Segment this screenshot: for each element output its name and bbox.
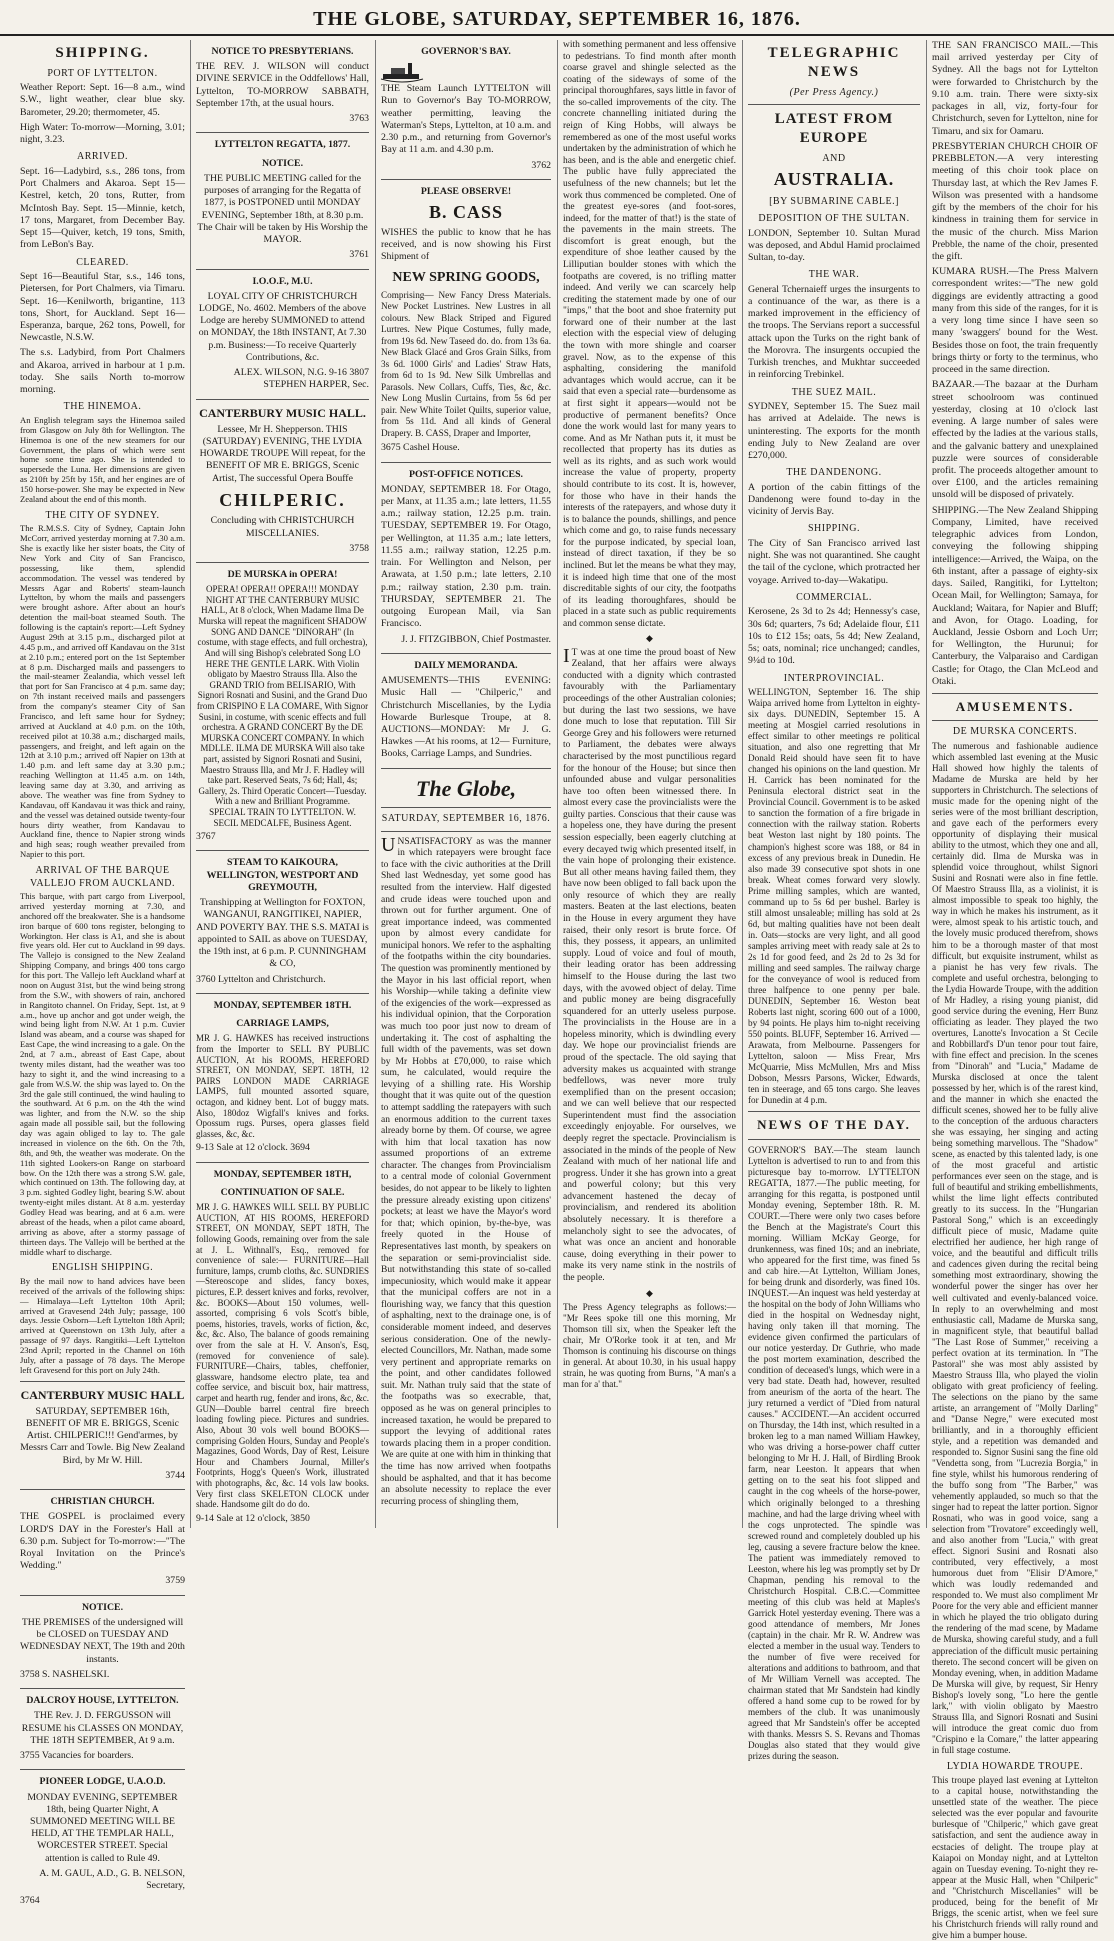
chilperic-title: CHILPERIC. [219, 489, 346, 510]
governors-bay-ad [381, 46, 551, 180]
port-heading: PORT OF LYTTELTON. [47, 67, 158, 79]
column-3 [381, 40, 551, 1528]
dalcroy-heading: DALCROY HOUSE, LYTTELTON. [26, 1695, 179, 1707]
sydney-text: The R.M.S.S. City of Sydney, Captain John McCorr, arrived yesterday morning at 7.30 a.m. She is exactly like her sister boats, the City of New York and City of San Francisco, possessing, like them, splendid accommodation. The vessel was tendered by Messrs Agar and Roberts' steam-launch Lyttelton, by whom the mails and passengers were brought ashore. After about an hour's detention the mail-boat steamed South. The following is the captain's report:—Left Sydney August 29th at 3.15 p.m., discharged pilot at 4.45 p.m., and arrived off Kandavau on the 31st at 2.10 p.m.; entered port on the 1st September at 8 p.m. Discharged mails and passengers to the mail-steamer Zealandia, which vessel left that port for San Francisco at 4 p.m. same day; on 7th instant received mails and passengers from the company's steamer City of San Francisco, and left same hour for Sydney; arrived at Auckland at 4.0 p.m. on the 10th, received pilot at 10.38 a.m.; discharged mails, passengers, and freight, and left again on the 12th at 3.10 p.m.; arrived off Napier on 13th at 1.40 p.m. and left same day at 3.30 p.m.; reaching Wellington at 11.45 a.m. on 14th, leaving same day at 3.30, and arriving as above. The weather was fine from Sydney to Kandavau, off Kandavau it was thick and rainy, and the vessel was detained outside twenty-four hours dirty weather, from Kandavau to Auckland fine, thence to Napier strong winds and high seas; rough weather prevailed from Napier to this port. [20, 523, 185, 860]
de-murska-concerts-text: The numerous and fashionable audience which assembled last evening at the Music Hall showed how highly the talents of Madame de Murska are held by her supporters in Christchurch. The selections of music made for the opening night of the series were of the most brilliant description, and gave each of the performers every opportunity of displaying their musical ability to the utmost, which they one and all, certainly did. Ilma de Murska was in splendid voice throughout, whilst Signori Susini and Rosnati were also in fine fettle. Of Maestro Strauss Illa, as a violinist, it is almost impossible to speak too highly, the way in which he makes his instrument, as it were, almost speak to his artistic touch, and the lovely music produced therefrom, shows him to be a thorough master of that most difficult, but exquisite instrument, whilst as a pianist he has very few rivals. The complete and useful orchestra, belonging to the Lydia Howarde Troupe, with the addition of Mr Hadley, a rising young pianist, did good service during the evening, Herr Bunz officiating as leader. They played the two overtures, Lanotte's Invocation a St Cecile and Robbillard's D'un tenor pour tout faire, with fine effect and precision. In the scenes from "Dinorah" and "Lucia," Madame de Murska disclosed at once the talent possessed by her, which is of the rarest kind, and the manner in which she enacted the difficult scenes, showed her to be fully alive to the conception of the arduous characters she was essaying, her singing and acting being something marvellous. The "Shadow" scene, as enacted by this talented lady, is one of the most graceful and artistic performances ever seen on the stage, and is full of beautiful and striking embellishments, whilst the lime light effects contributed greatly to its success. In the "Hungarian Pastoral Song," which is an exceedingly difficult piece of music, Madame quite electrified her audience, her high range of voice, and the beautiful and difficult trills and cadences given during the recital being something most extraordinary, showing the wonderful power the singer has over her well cultivated and evenly-balanced voice. In reply to an overwhelming and most enthusiastic call, Madame de Murska sang, in magnificent style, that beautiful ballad "The Last Rose of Summer," receiving a perfect ovation at its termination. In "The Pastoral" she was most ably assisted by Maestro Strauss Illa, who played the violin obligato with great proficiency of feeling. The selections on the piano by the same artiste, an arrangement of "Molly Darling" and "Danse Negre," were executed most brilliantly, and in a thoroughly efficient style, and a repetition was demanded and responded to. Signor Susini sang the fine old "Vendetta song, from "Lucrezia Borgia," in fine style, whilst his humorous rendering of the buffo song from "The Barber," was vehemently applauded, so much so that the singer had to repeat the latter portion. Signor Rosnati, who was in good voice, sang a selection from "Trovatore" exceedingly well, and also another from "Lucia," with great effect. Signori Susini and Rosnati also contributed, very effectively, a most humorous duet from "Elisir D'Amore," which was loudly redemanded and responded to. We must also compliment Mr Poore for the very able and efficient manner in which he played the trio obligato during the rendering of the mad scene, by Madame de Murska, showing careful study, and a full appreciation of the difficult music pertaining thereto. The second concert will be given on Monday evening, when, in addition Madame De Murska will give, by request, Sir Henry Bishop's lovely song, "Lo here the gentle lark," with violin obligato by Maestro Strauss Illa, and Signori Rosnati and Susini will introduce the great comic duo from "Crispino e la Comare," the latter appearing in full stage costume. [932, 740, 1098, 1755]
carriage-lamps-heading: CARRIAGE LAMPS, [236, 1018, 329, 1030]
de-murska-body: OPERA! OPERA!! OPERA!!! MONDAY NIGHT AT THE CANTERBURY MUSIC HALL, At 8 o'clock, When Madame Ilma De Murska will repeat the magnificent SHADOW SONG AND DANCE "DINORAH" (In costume, with stage effects, and full orchestra), And will sing Bishop's celebrated Song LO HERE THE GENTLE LARK. With Violin obligato by Maestro Strauss Illa. Also the GRAND TRIO from BELISARIO, With Signori Rosnati and Susini, and the Grand Duo from CRISPINO E LA COMARE, With Signor Susini, in costume, with scenic effects and full orchestra. A GRAND CONCERT By the DE MURSKA CONCERT COMPANY. In which MDLLE. ILMA DE MURSKA Will also take part, assisted by Signori Rosnati and Susini, Maestro Strauss Illa, and Mr J. F. Hadley will take part. Reserved Seats, 7s 6d; Hall, 4s; Gallery, 2s. Third Operatic Concert—Tuesday. With a new and Brilliant Programme. SPECIAL TRAIN TO LYTTELTON. W. SECIL MEDCALFE, Business Agent. [196, 584, 369, 828]
music-hall-body: Lessee, Mr H. Shepperson. THIS (SATURDAY) EVENING, THE LYDIA HOWARDE TROUPE Will repeat, for the BENEFIT OF MR E. BRIGGS, Scenic Artist, The successful Opera Bouffe [199, 423, 366, 484]
governors-bay-heading: GOVERNOR'S BAY. [421, 46, 511, 57]
music-hall-benefit-ad [196, 406, 369, 563]
sultan-text: LONDON, September 10. Sultan Murad was deposed, and Abdul Hamid proclaimed Sultan, to-day. [748, 227, 920, 263]
column-rule [557, 40, 558, 1528]
cable-label: [BY SUBMARINE CABLE.] [769, 195, 899, 207]
hinemoa-heading: THE HINEMOA. [63, 401, 142, 413]
notice-heading: NOTICE. [81, 1601, 124, 1613]
column-rule [375, 40, 376, 1528]
regatta-body: THE PUBLIC MEETING called for the purposes of arranging for the Regatta of 1877, is POSTPONED until MONDAY EVENING, September 18th, at 8.30 p.m. The Chair will be taken by His Worship the MAYOR. [197, 172, 368, 246]
column-6 [932, 40, 1098, 1940]
ad-number: 3761 [349, 249, 369, 261]
divider [932, 720, 1098, 721]
de-murska-heading: DE MURSKA in OPERA! [227, 569, 338, 580]
de-murska-concerts-heading: DE MURSKA CONCERTS. [952, 726, 1078, 738]
vallejo-heading: ARRIVAL OF THE BARQUE VALLEJO FROM AUCKLAND. [30, 865, 175, 889]
commercial-text: Kerosene, 2s 3d to 2s 4d; Hennessy's case, 30s 6d; quarters, 7s 6d; Adelaide flour, £11 10s to £12 15s; oats, 5s 4d; New Zealand, 5s; oats, nominal; rice unchanged; candles, 9¼d to 10d. [748, 606, 920, 667]
interprovincial-text: WELLINGTON, September 16. The ship Waipa arrived home from Lyttelton in eighty-six days. DUNEDIN, September 15. A meeting at Mosgiel carried resolutions in effect similar to other meetings re political situation, and also one regretting that Mr Donald Reid should have seen fit to have changed his opinions on the land question. Mr H. Carrick has been nominated for the Peninsula electoral district seat in the Provincial Council. Government is to be asked to sanction the formation of a fire brigade in connection with the railway station. Roberts beat Weston last night by 180 points. The champion's highest score was 188, or 84 in excess of any previous break in Dunedin. He also made 39 consecutive spot shots in one break. Wheat comes forward very slowly. Prime milling samples, which are wanted, command up to 5s 6d per bushel. Barley is still almost unsaleable; milling has sold at 2s 6d, but malting qualities have not been dealt in. Oats—stocks are very light, and all good samples arriving meet with ready sale at 2s to 2s 1d for good feed, and 2s 2d to 2s 3d for milling and seed samples. The railway charge for the conveyance of wool is reduced from three halfpence to one penny per bale. DUNEDIN, September 16. Weston beat Roberts last night, scoring 600 out of a 1000, by 94 points. He plays him to-night receiving 550 points. BLUFF, September 16. Arrived — Arawata, from Melbourne. Passengers for Lyttelton, saloon — Miss Frear, Mrs McQuarrie, Miss McMullen, Mrs and Miss Dobson, Messrs Parsons, Wicker, Edwards, ten in steerage, and 65 tons cargo. She leaves for Dunedin at 4 p.m. [748, 687, 920, 1106]
continuation-body: MR J. G. HAWKES WILL SELL BY PUBLIC AUCTION, AT HIS ROOMS, HEREFORD STREET, ON MONDAY, SEPT 18TH, The following Goods, remaining over from the sale at J. L. Withnall's, Esq., removed for convenience of sale:— FURNITURE—Hall furniture, lamps, crumb cloths, &c. SUNDRIES—Stereoscope and slides, fancy boxes, pictures, E.P. dessert knives and forks, revolver, &c. BOOKS—About 150 volumes, well-assorted, comprising 6 vols Scott's bible, poems, histories, travels, works of fiction, &c, &c, &c. Also, The balance of goods remaining over from the sale at H. V. Anson's, Esq, (removed for convenience of sale). FURNITURE—Chairs, tables, cheffonier, glassware, handsome electro plate, tea and coffee service, and biscuit box, hair mattress, carpet and hearth rug, fender and irons, &c, &c. GUN—Double barrel central fire breech loading fowling piece. Pictures and sundries. Also, About 30 vols well bound BOOKS—comprising Golden Hours, Sunday and People's Magazines, Good Words, Day of Rest, Leisure Hour and Chambers Journal, Miller's Footprints, Hogg's Queen's Work, illustrated with photographs, &c, &c. 14 vols law books. Very first class SKELETON CLOCK under shade. Handsome gilt do do do. [196, 1202, 369, 1510]
news-of-the-day-heading: NEWS OF THE DAY. [757, 1117, 911, 1133]
continuation-sale-ad [196, 1169, 369, 1525]
weather-report: Weather Report: Sept. 16—8 a.m., wind S.W., light weather, clear blue sky. Barometer, 29.20; thermometer, 45. [20, 82, 185, 118]
troupe-text: This troupe played last evening at Lyttelton to a capital house, notwithstanding the unsettled state of the weather. The piece selected was the ever popular and favourite burlesque of "Chilperic," which gave great satisfaction, and sent the audience away in ecstacies of delight. The troupe play at Kaiapoi on Monday night, and at Lyttelton again on Tuesday evening. To-night they re-appear at the Music Hall, when "Chilperic" and "Christchurch Miscellanies" will be produced, being for the benefit of Mr Briggs, the scenic artist, when we feel sure his Christchurch friends will rally round and give him a bumper house. [932, 1775, 1098, 1940]
column-1 [20, 40, 185, 1907]
steamship-icon [381, 61, 423, 83]
cass-ad [381, 186, 551, 463]
post-office-signature: J. J. FITZGIBBON, Chief Postmaster. [401, 633, 551, 645]
continuation-signature: 9-14 Sale at 12 o'clock, 3850 [196, 1512, 310, 1524]
second-leader: IT was at one time the proud boast of New Zealand, that her affairs were always conducted with a dignity which contrasted favourably with the Parliamentary proceedings of the other Australian colonies; but during the last two sessions, we have done much to lose that reputation. Till Sir George Grey and his followers were returned to Parliament, the debates were always characterised by the most punctilious regard for the honour of the House; but since then unfounded abuse and vulgar personalities have too often been witnessed there. In almost every case the provincialists were the guilty parties. Conscious that their cause was a hopeless one, they have during the present session especially, been eagerly clutching at every decayed twig which presented itself, in the vain hope of prolonging their existence. But all other means having failed them, they have now been obliged to fall back upon the only resource of which they are really masters. Beaten at the last elections, beaten in the House in every argument they have raised, their only resort is brute force. Of this, they possess, it appears, an unlimited supply. Loud of voice and foul of mouth, their leading orator has been addressing himself to the House during the last two days, with the avowed object of delay. Time and public money are being disgracefully squandered for an utterly useless purpose. The provincialists in the House are in a hopeless minority, which is dwindling every day. We hope our provincialist friends are proud of the spectacle. The old saying that adversity makes us acquainted with strange bedfellows, was never more truly exemplified than on the present occasion; and we can well believe that our respected Superintendent must find the association exceedingly enjoyable. For ourselves, we deeply regret the spectacle. Provincialism is associated in the minds of the people of New Zealand with much of her national life and progress. Under it she has grown into a great and powerful colony; but this very advancement hastened the decay of provincialism, and rendered its abolition absolutely necessary. It is therefore a melancholy sight to see the advocates, of what was once an ancient and honorable cause, doing everything in their power to make its very name stink in the nostrils of the people. [563, 644, 736, 1283]
cass-list: Comprising— New Fancy Dress Materials. New Pocket Lustrines. New Lustres in all colours. New Black Striped and Figured Lurtres. New Pique Costumes, fully made, from 19s 6d. New Taseed do. do. from 13s 6a. New Black Glacé and Gros Grain Silks, from 3s 6d. 1000 Girls' and Ladies' Straw Hats, from 6d to 1s 9d. New Silk Umbrellas and Parasols. New Collars, Cuffs, Ties, &c, &c. New Long Muslin Curtains, from 5s 6d per pair. New White Toilet Quilts, superior value, from 5s 11d. And all kinds of General Drapery. B. CASS, Draper and Importer, [381, 289, 551, 438]
music-hall-conclusion: Concluding with CHRISTCHURCH MISCELLANIES. [210, 515, 355, 539]
regatta-ad [196, 139, 369, 269]
kumara-text: KUMARA RUSH.—The Press Malvern correspondent writes:—"The new gold diggings are evidently attracting a good many from this side of the ranges, for it is a very long time since I have seen so many 'swaggers' bound for the West. Besides those on foot, the train frequently brings thirty or forty to the terminus, who proceed in the same direction. [932, 266, 1098, 376]
divider-ornament: ◆ [646, 633, 653, 644]
bazaar-text: BAZAAR.—The bazaar at the Durham street schoolroom was continued yesterday, closing at 10 o'clock last evening. A large number of sales were effected by the ladies at the various stalls, and the galvanic battery and unexplained puzzle were sources of considerable profit. The proceeds altogether amount to over £100, and the articles remaining unsold will be disposed of privately. [932, 379, 1098, 501]
page-title: THE GLOBE, SATURDAY, SEPTEMBER 16, 1876. [313, 8, 801, 30]
cleared-heading: CLEARED. [76, 256, 129, 268]
commercial-heading: COMMERCIAL. [796, 591, 872, 603]
shipping-heading: SHIPPING. [55, 45, 150, 61]
steam-ad [196, 857, 369, 993]
masthead [0, 0, 1114, 36]
divider [748, 104, 920, 105]
shipping-news-heading: SHIPPING. [807, 523, 860, 535]
regatta-subheading: NOTICE. [261, 157, 304, 169]
sydney-heading: THE CITY OF SYDNEY. [45, 509, 160, 521]
christian-church-body: THE GOSPEL is proclaimed every LORD'S DAY in the Forester's Hall at 6.30 p.m. Subject for To-morrow:—"The Royal Invitation on the Prince's Wedding." [20, 1511, 185, 1572]
war-heading: THE WAR. [808, 269, 860, 281]
leader-article: UNSATISFACTORY as was the manner in which ratepayers were brought face to face with the civic authorities at the Drill Shed last Wednesday, yet some good has resulted from the interview. Half digested and crude ideas were touched upon and thrown out for further argument. One of great importance indeed, was commented upon by almost every candidate for municipal honors. We refer to the asphalting of the footpaths within the city boundaries. The question was prominently mentioned by the Mayor in his last official report, when his Worship—while taking a definite view of the exigencies of the work—expressed as his individual opinion, that the Corporation was much too poor just now to dream of undertaking it. The cost of asphalting the full width of the pavements, was set down by Mr Hobbs at £70,000, to raise which sum, he calculated, would require the levying of a shilling rate. His Worship thought that it was quite out of the question to attempt saddling the ratepayers with such an enormous addition to the current taxes already borne by them. Of course, we agree with him that local taxation has now assumed proportions of an extreme character. The changes from Provincialism to a central mode of colonial Government besides, do not appear to be likely to lighten the pressure already existing upon citizens' pockets; at least we have the Mayor's word for that; which opinion, by-the-bye, was freely quoted in the House of Representatives last month, by speakers on the separation or semi-provincialist side. But notwithstanding this state of so-called impecuniosity, which would make it appear that the municipal coffers are not in a flourishing way, we fancy that this question of asphalting, next to the drainage one, is of considerable moment indeed, and deserves serious consideration. One of the newly-elected Councillors, Mr. Nathan, made some very pertinent and appropriate remarks on the point, and other candidates followed suit. Mr. Nathan truly said that the state of the footpaths was so execrable, that, opposed as he was on general principles to increased taxation, he would be prepared to support the levying of additional rates towards placing them in a proper condition. We are quite at one with him in thinking that the time has now arrived when footpaths should be asphalted, and that it has become an absolute necessity to replace the ever recurring process of shingling them, [381, 833, 551, 1507]
date-line: SATURDAY, SEPTEMBER 16, 1876. [381, 813, 551, 825]
dalcroy-body: THE Rev. J. D. FERGUSSON will RESUME his CLASSES ON MONDAY, THE 18TH SEPTEMBER, At 9 a.m. [21, 1710, 184, 1746]
steam-body: Transhipping at Wellington for FOXTON, WANGANUI, RANGITIKEI, NAPIER, AND POVERTY BAY. THE S.S. MATAI is appointed to SAIL as above on TUESDAY, the 19th inst, at 6 p.m. P. CUNNINGHAM & CO, [196, 897, 369, 970]
divider [932, 693, 1098, 694]
divider [748, 1139, 920, 1140]
arrived-heading: ARRIVED. [77, 151, 128, 163]
press-agency-note: The Press Agency telegraphs as follows:— "Mr Rees spoke till one this morning, Mr Thomson till six, when the Speaker left the chair, Mr O'Rorke took it at ten, and Mr Thomson is continuing his discourse on things in general. At about 10.30, in his usual happy strain, he was quoting from Burns, "A man's a man for a' that." [563, 1301, 736, 1389]
carriage-lamps-body: MR J. G. HAWKES has received instructions from the Importer to SELL BY PUBLIC AUCTION, At his ROOMS, HEREFORD STREET, ON MONDAY, SEPT. 18TH, 12 PAIRS LONDON MADE CARRIAGE LAMPS, full mounted assorted square, octagon, and kidney bent. Lot of buggy mats. Also, 180doz Wigfall's knives and forks. Opossum rugs. Purses, opera glasses field glasses, &c, &c. [196, 1033, 369, 1139]
divider [381, 807, 551, 808]
monday2-heading: MONDAY, SEPTEMBER 18TH, [213, 1168, 352, 1180]
ad-number: 3762 [531, 159, 551, 171]
notice-body: THE PREMISES of the undersigned will be CLOSED on TUESDAY AND WEDNESDAY NEXT, The 19th and 20th instants. [20, 1616, 185, 1665]
cass-title: B. CASS [428, 202, 504, 223]
ad-number: 3767 [196, 831, 216, 843]
presbyterian-ad [196, 46, 369, 133]
dandenong-text: A portion of the cabin fittings of the Dandenong were found to-day in the vicinity of Jervis Bay. [748, 481, 920, 518]
cleared-list: Sept 16—Beautiful Star, s.s., 146 tons, Pietersen, for Port Chalmers, via Timaru. Sept. 16—Kenilworth, brigantine, 113 tons, Short, for Auckland. Sept 16—Esperanza, barque, 262 tons, Powell, for Newcastle, N.S.W. [20, 271, 185, 344]
english-shipping-heading: ENGLISH SHIPPING. [51, 1262, 154, 1274]
column-rule [742, 40, 743, 1528]
shipping-company-text: SHIPPING.—The New Zealand Shipping Company, Limited, have received telegraphic advices from London, conveying the following shipping intelligence:—Arrived, the Waipa, on the 6th instant, after a passage of eighty-six days. Sailed, Rangitiki, for Lyttelton; Ocean Mail, for Wellington; Samaya, for Auckland; Waitara, for Napier and Bluff; and Avon, for Otago. Loading, for Auckland, Jessie Osborn and Loch Urr; for Wellington, the Hurunui; for Canterbury, the Valparaiso and Cardigan Castle; for Otago, the Clan McLeod and Otaki. [932, 504, 1098, 687]
suez-text: SYDNEY, September 15. The Suez mail has arrived at Adelaide. The news is uninteresting. The exports for the month ending July to New Zealand are over £270,000. [748, 401, 920, 462]
post-office-body: MONDAY, SEPTEMBER 18. For Otago, per Manx, at 11.35 a.m.; late letters, 11.55 a.m.; railway station, 12.25 p.m. train. TUESDAY, SEPTEMBER 19. For Otago, per Wellington, at 11.35 a.m.; late letters, 11.55 a.m.; railway station, 12.25 p.m. train. For Wellington and Nelson, per Arawata, at 1.50 p.m.; late letters, 2.10 p.m.; railway station, 2.30 p.m. train. THURSDAY, SEPTEMBER 21. The outgoing European Mail, via San Francisco. [381, 483, 551, 630]
suez-heading: THE SUEZ MAIL. [791, 386, 877, 398]
christian-church-ad [20, 1496, 185, 1596]
post-office-heading: POST-OFFICE NOTICES. [409, 468, 523, 480]
continuation-heading: CONTINUATION OF SALE. [220, 1186, 345, 1198]
presbyterian-body: THE REV. J. WILSON will conduct DIVINE SERVICE in the Oddfellows' Hall, Lyttelton, TO-MORROW SABBATH, September 17th, at the usual hours. [196, 61, 369, 109]
vallejo-text: This barque, with part cargo from Liverpool, arrived yesterday morning at 7.30, and anchored off the breakwater. She is a handsome iron barque of 600 tons register, belonging to Workington. Her class is A1, and she is about five years old. Her cut to Auckland in 99 days. The Vallejo is consigned to the New Zealand Shipping Company, and brings 400 tons cargo for this port. The Vallejo left Auckland wharf at noon on August 31st, but the wind being strong from the S.W., with showers of rain, anchored in Rangitoto channel. On Friday, Sept. 1st, at 9 a.m., hove up anchor and got under weigh, the wind being light from N.W. At 1 p.m. Cuvier Island was abeam, and a course was shaped for East Cape, the wind increasing to a gale. On the 2nd, at 7 a.m., abreast of East Cape, about twenty miles distant, had the weather was too hazy to sight it, and the wind increasing to a gale from W.S.W. the ship was layed to. On the 3rd the gale still continued, the wind hauling to the southward. At 6 p.m. on the 4th the wind was lighter, and from the N.W. so the ship again made all possible sail, but the following day was again obliged to lay to. The gale increased in violence on the 6th. On the 7th, 8th, and 9th, the weather was moderate. On the 11th sighted Lookers-on Range on starboard bow. On the 12th there was a strong S.W. gale, which continued on 13th. The following day, at 3 p.m. sighted Godley light, bearing S.W. about twenty-eight miles distant. At 8 a.m. yesterday Godley Head was bearing, and at 6 a.m. were abreast of the heads, when a pilot came aboard, arriving as above, after a stormy passage of thirteen days. The Vallejo will be berthed at the middle wharf to discharge. [20, 891, 185, 1257]
ioof-heading: I.O.O.F., M.U. [252, 275, 313, 287]
de-murska-opera-ad [196, 569, 369, 851]
carriage-lamps-signature: 9-13 Sale at 12 o'clock. 3694 [196, 1142, 310, 1154]
divider [381, 831, 551, 832]
governors-bay-body: THE Steam Launch LYTTELTON will Run to Governor's Bay TO-MORROW, weather permitting, leaving the Waterman's Steps, Lyttelton, at 10 a.m. and 2.30 p.m., and returning from Governor's Bay at 11 a.m. and 4.30 p.m. [381, 83, 551, 156]
dalcroy-ad [20, 1695, 185, 1770]
presbyterian-heading: NOTICE TO PRESBYTERIANS. [211, 46, 354, 57]
english-shipping-text: By the mail now to hand advices have been received of the arrivals of the following ships:— Himalaya—Left Lyttelton 10th April; arrived at Gravesend 24th July; passage, 100 days. Jessie Osborn—Left Lyttelton 18th April; arrived at Queenstown on 13th July, after a passage of 97 days. Rangitiki—Left Lyttelton 23nd April; reported in the Channel on 16th July, after a passage of 78 days. The Merope left Gravesend for this port on July 24th. [20, 1275, 185, 1375]
please-observe: PLEASE OBSERVE! [420, 185, 512, 197]
ladybird-note: The s.s. Ladybird, from Port Chalmers and Akaroa, arrived in harbour at 1 p.m. today. She sails North to-morrow morning. [20, 347, 185, 396]
divider [20, 1381, 185, 1382]
ad-number: 3744 [165, 1469, 185, 1481]
ad-number: 3758 [349, 542, 369, 554]
carriage-lamps-ad [196, 1000, 369, 1163]
telegraphic-sub: (Per Press Agency.) [789, 86, 879, 98]
pioneer-heading: PIONEER LODGE, U.A.O.D. [39, 1776, 166, 1788]
music-hall-body: SATURDAY, SEPTEMBER 16th, BENEFIT OF MR E. BRIGGS, Scenic Artist. CHILPERIC!!! Gend'armes, by Messrs Carr and Towle. Big New Zealand Bird, by Mr W. Hill. [20, 1405, 185, 1466]
column-5 [748, 40, 920, 1762]
ioof-signature: ALEX. WILSON, N.G. 9-16 3807 STEPHEN HARPER, Sec. [233, 367, 369, 391]
memoranda [381, 660, 551, 769]
monday-heading: MONDAY, SEPTEMBER 18TH. [213, 999, 352, 1011]
steam-heading: STEAM TO KAIKOURA, WELLINGTON, WESTPORT AND GREYMOUTH, [206, 857, 359, 893]
column-4 [563, 40, 736, 1528]
choir-text: PRESBYTERIAN CHURCH CHOIR OF PREBBLETON.—A very interesting meeting of this choir took place on Thursday last, at which the Rev James F. Wilson was presented with a handsome gift by the members of the choir for his kindness in training them for service in the music of the church. Miss Marion Prebble, the name of the choir, presented the gift. [932, 140, 1098, 262]
memoranda-heading: DAILY MEMORANDA. [414, 659, 518, 671]
cass-signature: 3675 Cashel House. [381, 442, 460, 454]
pioneer-body: MONDAY EVENING, SEPTEMBER 18th, being Quarter Night, A SUMMONED MEETING WILL BE HELD, AT THE TEMPLAR HALL, WORCESTER STREET. Special attention is called to Rule 49. [27, 1791, 178, 1864]
shipping-news-text: The City of San Francisco arrived last night. She was not quarantined. She caught the tail of the cyclone, which protracted her voyage. Arrived to-day—Wakatipu. [748, 537, 920, 586]
news-of-the-day-text: GOVERNOR'S BAY.—The steam launch Lyttelton is advertised to run to and from this picturesque bay to-morrow. LYTTELTON REGATTA, 1877.—The public meeting, for arranging for this regatta, is postponed until Monday evening, September 18th. R. M. COURT.—There were only two cases before the Bench at the Magistrate's Court this morning. William McKay George, for drunkenness, was fined 10s; and an inebriate, who appeared for the first time, was fined 5s and cab hire.—At Lyttelton, William Jones, for being drunk and disorderly, was fined 10s. INQUEST.—An inquest was held yesterday at the hospital on the body of John Williams who died in the hospital on Wednesday night, having only taken ill that morning. The evidence given confirmed the particulars of our notice yesterday. Dr Guthrie, who made the post mortem examination, described the condition of deceased's lungs, which were in a very bad state. Death had, however, resulted from aneurism of the aorta of the heart. The jury returned a verdict of "Died from natural causes." ACCIDENT.—An accident occurred on Thursday, the 14th inst, which resulted in a broken leg to a man named William Hawkey, who was driving a horse-power chaff cutter belonging to Mr H. J. Hall, of Birdling Brook farm, near Leeston. It appears that when getting on to the seat his foot slipped and caught in the cog wheels of the horse-power, which originally belonged to a threshing machine, and had the large driving wheel with the cogs unprotected. The spindle was screwed round and completely doubled up his leg, causing a severe fracture below the knee. The patient was immediately removed to Leeston, where his leg was promptly set by Dr Chapman, pending his removal to the Christchurch Hospital. C.B.C.—Committee meeting of this club was held at Maples's Garrick Hotel yesterday evening. There was a good attendance of members, Mr Jones (captain) in the chair. Mr R. W. Andrew was elected a member in the usual way. Tenders to the number of five were received for alterations and additions to bathroom, and that of Mr William Vernell was accepted. The chairman stated that Mr Sandstein had kindly offered a hand some cup to be rowed for by members of the club. It was unanimously agreed that Mr Sandstein's offer be accepted with thanks. Messrs S. S. Revans and Thomas Douglas also stated that they would give prizes during the season. [748, 1144, 920, 1762]
music-hall-ad [20, 1388, 185, 1490]
notice-signature: 3758 S. NASHELSKI. [20, 1668, 110, 1680]
cass-goods: NEW SPRING GOODS, [392, 270, 540, 286]
ioof-ad [196, 276, 369, 400]
column-rule [926, 40, 927, 1528]
memoranda-body: AMUSEMENTS—THIS EVENING: Music Hall — "Chilperic," and Christchurch Miscellanies, by the Lydia Howarde Burlesque Troupe, at 8. AUCTIONS—MONDAY: Mr J. G. Hawkes —At his rooms, at 12— Furniture, Books, Carriage Lamps, and Sundries. [381, 675, 551, 760]
leader-continued: with something permanent and less offensive to pedestrians. To find month after month coarse gravel and shingle selected as the coating of the sideways of some of the principal thoroughfares, says little in favor of the so-called improvements of the city. The concrete channelling initiated during the reign of King Hobbs, will always be remembered as one of the most useful works undertaken by the administration of which he has been, and is the able and energetic chief. The public have fully appreciated the usefulness of the new channels; but let the work thus commenced be completed. One of the greatest eye-sores (and foot-sores, indeed, for the matter of that!) is the state of the pavements in the main streets. The discomfort is great enough, but the expenditure of shoe leather caused by the Lilliputian boulder stones with which the footpaths are covered, is no trifling matter indeed. And verily we can scarcely help crediting the statement made by one of our "imps," that the boot and shoe fraternity put forward one of their number at the last election with the especial view of deluging the town with more shingle and coarser gravel. Now, as to the expense of this asphalting, considering the manifold advantages which would accrue, can it be said that even a special rate—burdensome as at first sight it appears—would not be productive of permanent benefits? Once done the work would last for many years to come. And as Mr Nathan puts it, it must be recollected that property has its duties as well as its rights, and as such work would increase the value of property, property should contribute to its cost. It is, however, for those who have in their hands the interests of the ratepayers, and whose duty it is to balance the pounds, shillings, and pence which come and go, to raise funds necessary for the purpose indicated, by special loan, instead of direct taxation, if they be so inclined. But let the means be what they may, it is indeed high time that one of the most discreditable sights of our city, the footpaths of its leading thoroughfares, should be placed in a state such as public requirements and common sense dictate. [563, 40, 736, 629]
high-water: High Water: To-morrow—Morning, 3.01; night, 3.23. [20, 121, 185, 146]
and-label: AND [822, 152, 846, 164]
australia-title: AUSTRALIA. [773, 169, 895, 189]
cass-intro: WISHES the public to know that he has received, and is now showing his First Shipment of [381, 226, 551, 263]
music-hall-title: CANTERBURY MUSIC HALL [20, 1387, 185, 1402]
ioof-body: LOYAL CITY OF CHRISTCHURCH LODGE, No. 4602. Members of the above Lodge are hereby SUMMONED to attend on MONDAY, the 18th INSTANT, At 7.30 p.m. Business:—To receive Quarterly Contributions, &c. [198, 290, 367, 363]
sultan-heading: DEPOSITION OF THE SULTAN. [758, 213, 910, 224]
hinemoa-text: An English telegram says the Hinemoa sailed from Glasgow on July 8th for Wellington. The Hinemoa is one of the new steamers for our Government, the plans of which were sent home some time ago. She is intended to supersede the Luna. Her dimensions are given as 210ft by 25ft by 15ft, and her engines are of 150 horse-power. She may be expected in New Zealand about the end of this month. [20, 414, 185, 504]
ad-number: 3764 [20, 1895, 40, 1907]
pioneer-ad [20, 1776, 185, 1907]
divider-ornament: ◆ [646, 1287, 653, 1298]
telegraphic-heading: TELEGRAPHIC NEWS [767, 45, 901, 80]
the-globe-title: The Globe, [415, 775, 517, 801]
ad-number: 3763 [349, 113, 369, 125]
christian-church-heading: CHRISTIAN CHURCH. [50, 1496, 155, 1508]
ad-number: 3759 [165, 1575, 185, 1587]
steam-signature: 3760 Lyttelton and Christchurch. [196, 973, 326, 985]
latest-europe: LATEST FROM EUROPE [774, 111, 894, 146]
troupe-heading: LYDIA HOWARDE TROUPE. [946, 1760, 1084, 1772]
interprovincial-heading: INTERPROVINCIAL. [783, 672, 885, 684]
column-rule [190, 40, 191, 1528]
regatta-heading: LYTTELTON REGATTA, 1877. [214, 139, 351, 151]
notice-ad [20, 1602, 185, 1689]
amusements-heading: AMUSEMENTS. [955, 699, 1075, 715]
pioneer-signature: A. M. GAUL, A.D., G. B. NELSON, Secretary, [39, 1867, 185, 1892]
dalcroy-signature: 3755 Vacancies for boarders. [20, 1750, 134, 1762]
arrived-list: Sept. 16—Ladybird, s.s., 286 tons, from Port Chalmers and Akaroa. Sept 15—Kestrel, ketch, 20 tons, Rutter, from McIntosh Bay. Sept. 15—Minnie, ketch, 17 tons, Margaret, from December Bay. Sept 15—Quiver, ketch, 19 tons, Smith, from LeBon's Bay. [20, 165, 185, 251]
column-2 [196, 40, 369, 1528]
war-text: General Tchernaieff urges the insurgents to a continuance of the war, as there is a marked improvement in the efficiency of the troops. The Servians report a successful attack upon the Turks on the right bank of the Morovra. The insurgents occupied the Turkish trenches, and Mukhtar succeeded in reinforcing Trebinkel. [748, 283, 920, 381]
dandenong-heading: THE DANDENONG. [786, 467, 882, 479]
post-office-ad [381, 469, 551, 654]
divider [748, 1111, 920, 1112]
sf-mail-text: THE SAN FRANCISCO MAIL.—This mail arrived yesterday per City of Sydney. All the bags not for Lyttelton were forwarded to Christchurch by the 9.10 a.m. train. There were sixty-six packages in all, viz, forty-four for Christchurch, seven for Lyttelton, nine for Timaru, and six for Oamaru. [932, 40, 1098, 137]
music-hall-heading: CANTERBURY MUSIC HALL. [199, 405, 366, 420]
